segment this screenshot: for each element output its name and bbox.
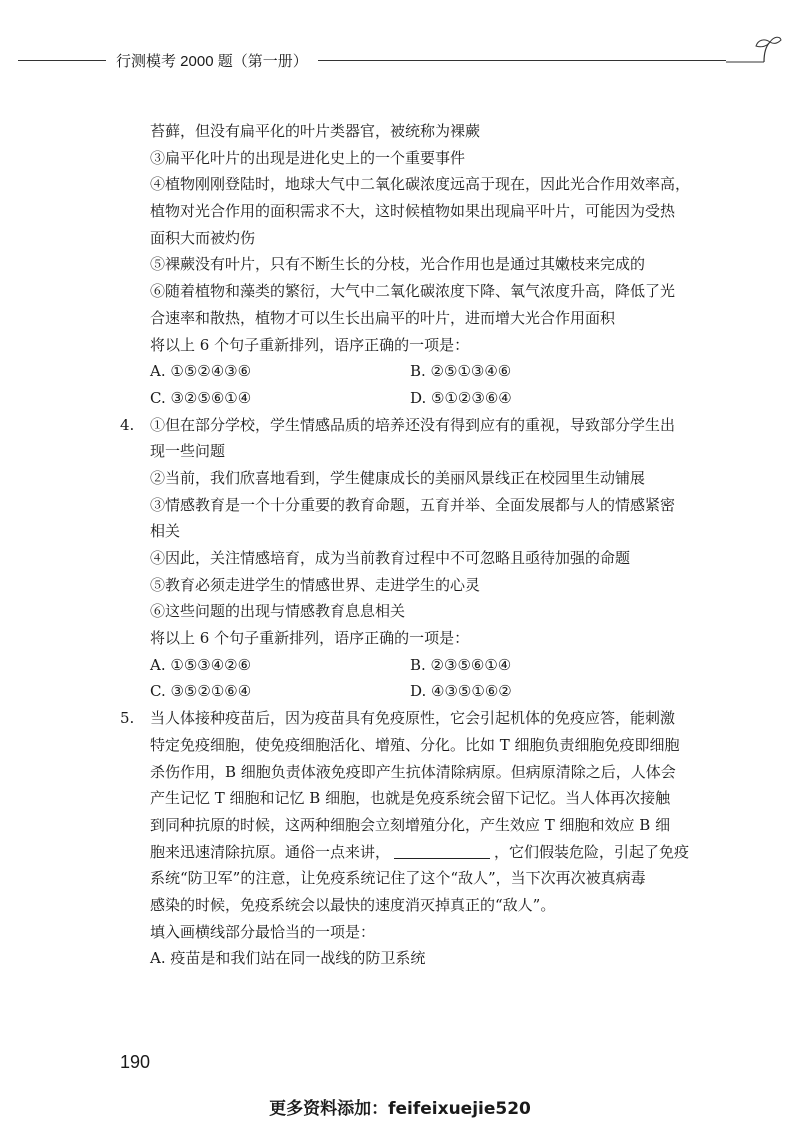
text-line: 系统“防卫军”的注意，让免疫系统记住了这个“敌人”，当下次再次被真病毒 [150,869,646,888]
text-line: 植物对光合作用的面积需求不大，这时候植物如果出现扁平叶片，可能因为受热 [150,202,676,221]
options-row [120,385,720,412]
question-5 [120,705,720,972]
text-line: ④植物刚刚登陆时，地球大气中二氧化碳浓度远高于现在，因此光合作用效率高， [150,175,691,194]
header-rule-left [18,60,106,61]
text-line: ⑥随着植物和藻类的繁衍，大气中二氧化碳浓度下降、氧气浓度升高，降低了光 [150,282,676,301]
text-line: 特定免疫细胞，使免疫细胞活化、增殖、分化。比如 T 细胞负责细胞免疫即细胞 [150,735,680,754]
text-line: ③情感教育是一个十分重要的教育命题，五育并举、全面发展都与人的情感紧密 [150,495,676,514]
text-line: ⑥这些问题的出现与情感教育息息相关 [150,602,406,621]
option-b[interactable]: B. ②⑤①③④⑥ [410,362,512,381]
options-row [120,358,720,385]
question-prompt: 将以上 6 个句子重新排列，语序正确的一项是： [150,335,470,354]
option-c[interactable]: C. ③②⑤⑥①④ [150,388,252,407]
answer-blank[interactable] [394,840,490,859]
text-line: ④因此，关注情感培育，成为当前教育过程中不可忽略且亟待加强的命题 [150,549,631,567]
option-a[interactable]: A. ①⑤②④③⑥ [150,362,252,381]
text-line: 到同种抗原的时候，这两种细胞会立刻增殖分化，产生效应 T 细胞和效应 B 细 [150,815,671,834]
text-before-blank: 胞来迅速清除抗原。通俗一点来讲， [150,842,391,861]
options-row [120,652,720,679]
option-c[interactable]: C. ③⑤②①⑥④ [150,682,252,701]
text-line: ⑤教育必须走进学生的情感世界、走进学生的心灵 [150,575,481,594]
text-line: 面积大而被灼伤 [150,228,256,247]
option-d[interactable]: D. ④③⑤①⑥② [410,682,512,701]
text-after-blank: ，它们假装危险，引起了免疫 [494,842,690,861]
option-d[interactable]: D. ⑤①②③⑥④ [410,388,512,407]
question-prompt: 填入画横线部分最恰当的一项是： [150,922,376,941]
header-title: 行测模考 2000 题（第一册） [116,53,308,70]
text-line [120,705,720,732]
question-number: 5. [120,709,135,728]
text-line: 感染的时候，免疫系统会以最快的速度消灭掉真正的“敌人”。 [150,895,556,914]
footer-note: 更多资料添加：feifeixuejie520 [269,1099,531,1119]
text-line-with-blank [120,839,720,866]
text-line-content: ①但在部分学校，学生情感品质的培养还没有得到应有的重视，导致部分学生出 [150,415,676,434]
text-line: 现一些问题 [150,442,226,461]
header-rule-right [318,60,726,61]
running-header [18,46,782,74]
question-4 [120,412,720,706]
q3-continuation [120,118,720,412]
options-row [120,678,720,705]
text-line: 相关 [150,522,181,541]
page-number: 190 [120,1052,151,1072]
text-line: ⑤裸蕨没有叶片，只有不断生长的分枝，光合作用也是通过其嫩枝来完成的 [150,255,646,274]
option-b[interactable]: B. ②③⑤⑥①④ [410,655,512,674]
option-a[interactable]: A. ①⑤③④②⑥ [150,655,252,674]
page-content [120,118,720,972]
question-prompt: 将以上 6 个句子重新排列，语序正确的一项是： [150,629,470,648]
text-line: ③扁平化叶片的出现是进化史上的一个重要事件 [150,148,466,167]
text-line: ②当前，我们欣喜地看到，学生健康成长的美丽风景线正在校园里生动铺展 [150,468,646,487]
text-line: 苔藓，但没有扁平化的叶片类器官，被统称为裸蕨 [150,122,481,140]
text-line-content: 当人体接种疫苗后，因为疫苗具有免疫原性，它会引起机体的免疫应答，能刺激 [150,709,676,728]
text-line: 合速率和散热，植物才可以生长出扁平的叶片，进而增大光合作用面积 [150,308,616,327]
text-line: 杀伤作用，B 细胞负责体液免疫即产生抗体清除病原。但病原清除之后，人体会 [150,762,676,781]
text-line: 产生记忆 T 细胞和记忆 B 细胞，也就是免疫系统会留下记忆。当人体再次接触 [150,789,671,808]
sprout-icon [724,32,782,66]
question-number: 4. [120,415,135,434]
text-line [120,412,720,439]
option-a[interactable]: A. 疫苗是和我们站在同一战线的防卫系统 [150,949,426,968]
